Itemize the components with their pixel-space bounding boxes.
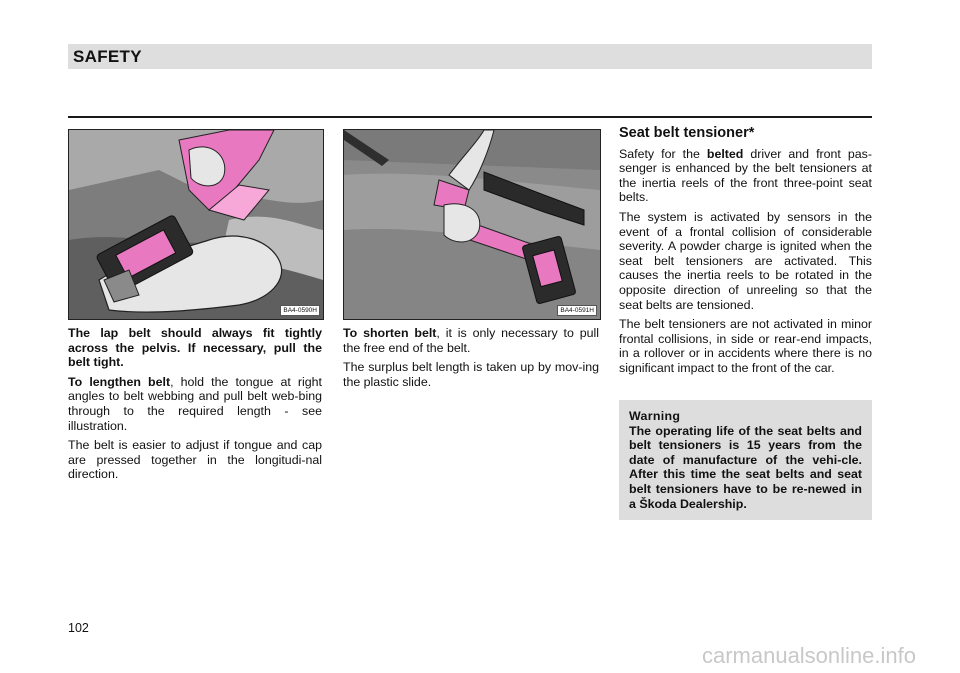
tensioner-paragraph-3: The belt tensioners are not activated in minor frontal collisions, in side or rear-end impacts, in a rollover or in accidents where there is no significant impact to the front of the car. xyxy=(619,317,872,375)
p1-pre: Safety for the xyxy=(619,146,707,161)
horizontal-rule xyxy=(68,116,872,118)
tensioner-paragraph-2: The system is activated by sensors in the event of a frontal collision of considerable severity. A powder charge is ignited when the seat belt tensioners are activated. This causes the inertia reels to be rotated in the opposite direction of unreeling so that the seat belts are tensioned. xyxy=(619,209,872,312)
tensioner-heading: Seat belt tensioner* xyxy=(619,125,755,141)
page-number: 102 xyxy=(68,621,89,635)
intro-paragraph: The lap belt should always fit tightly across the pelvis. If necessary, pull the belt tight. xyxy=(68,326,322,370)
figure-code: BA4-0591H xyxy=(557,305,597,316)
surplus-belt-paragraph: The surplus belt length is taken up by mov-ing the plastic slide. xyxy=(343,360,599,389)
p1-bold: belted xyxy=(706,146,744,161)
section-title: SAFETY xyxy=(73,47,142,66)
text-column-3 xyxy=(619,126,872,381)
section-header-bar xyxy=(68,44,872,69)
watermark: carmanualsonline.info xyxy=(701,643,916,668)
text-column-1 xyxy=(68,326,322,487)
warning-title: Warning xyxy=(629,409,681,423)
lengthen-belt-lead: To lengthen belt xyxy=(68,374,171,389)
figure-code: BA4-0590H xyxy=(280,305,320,316)
shorten-belt-lead: To shorten belt xyxy=(343,326,437,340)
illustration-shorten-belt xyxy=(344,130,600,319)
figure-lengthen-belt xyxy=(68,129,324,320)
shorten-belt-text: , it is only necessary to pull the free end of the belt. xyxy=(343,326,599,355)
lengthen-belt-paragraph xyxy=(68,375,322,433)
adjust-paragraph: The belt is easier to adjust if tongue and cap are pressed together in the longitudi-nal direction. xyxy=(68,438,322,482)
p1-post: driver and front pas-senger is enhanced by the belt tensioners at the inertia reels of the front three-point seat belts. xyxy=(619,146,873,205)
lengthen-belt-text: , hold the tongue at right angles to belt webbing and pull belt web-bing through to the required length - see illustration. xyxy=(68,374,322,433)
warning-box xyxy=(619,400,872,520)
illustration-lengthen-belt xyxy=(69,130,323,319)
warning-body: The operating life of the seat belts and belt tensioners is 15 years from the date of manufacture of the vehi-cle. After this time the seat belts and seat belt tensioners have to be re-newed in a Škoda Dealership. xyxy=(629,423,862,511)
shorten-belt-paragraph xyxy=(343,326,599,355)
text-column-2 xyxy=(343,326,599,394)
figure-shorten-belt xyxy=(343,129,601,320)
tensioner-paragraph-1 xyxy=(619,147,872,205)
